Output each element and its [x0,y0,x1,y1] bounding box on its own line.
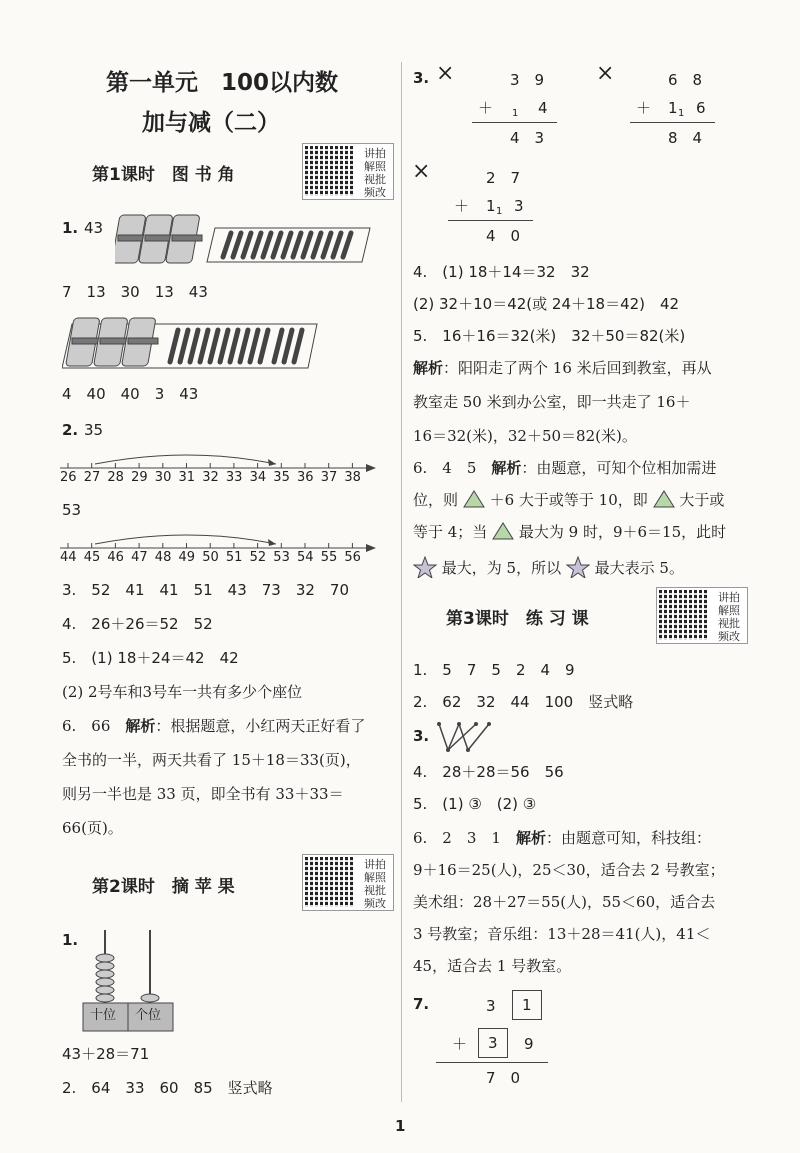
lesson1-q2-value: 35 [84,421,104,439]
lesson1-q2-number: 2. [62,421,79,439]
vertical-2-op: ＋ [636,99,652,117]
number-line-tick-label: 38 [344,470,361,485]
number-line-tick-label: 46 [107,550,124,565]
number-line-tick-label: 34 [249,470,267,485]
triangle-icon [463,490,485,508]
number-line-tick-label: 29 [131,470,148,485]
number-line-2-labels [58,550,378,570]
vertical-1-rule [472,122,557,123]
lesson3-title: 第3课时 练 习 课 [446,609,589,629]
lesson1-q2-value2: 53 [62,501,82,519]
lesson1-q4: 4. 26＋26＝52 52 [62,615,213,633]
lesson1-q6-line1: 6. 66 解析：根据题意，小红两天正好看了 [62,717,366,735]
q7-op: ＋ [452,1035,468,1053]
vertical-2-tens: 1 [668,99,678,117]
lesson1-q1-row2: 4 40 40 3 43 [62,385,199,403]
lesson3-q3-number: 3. [413,727,430,745]
qr-code-box[interactable] [302,143,394,200]
lesson2-q1-number: 1. [62,931,79,949]
lesson3-q6-line1: 6. 2 3 1 解析：由题意可知，科技组： [413,829,711,847]
vertical-3-op: ＋ [454,197,470,215]
number-line-tick-label: 51 [225,550,243,565]
number-line-tick-label: 26 [60,470,77,485]
vertical-2-rule [630,122,715,123]
lesson3-q6-line3: 美术组：28＋27＝55(人)，55＜60，适合去 [413,893,716,911]
number-line-tick-label: 33 [225,470,243,485]
lesson3-q6-line4: 3 号教室；音乐组：13＋28＝41(人)，41＜ [413,925,711,943]
lesson1-q1-number: 1. [62,219,79,237]
number-line-tick-label: 31 [178,470,196,485]
lesson1-q6-line4: 66(页)。 [62,819,123,837]
lesson2-q1-equation: 43＋28＝71 [62,1045,150,1063]
number-line-tick-label: 56 [344,550,361,565]
vertical-3-bottom: 3 [514,197,524,215]
lesson3-q2: 2. 62 32 44 100 竖式略 [413,693,634,711]
qr-code-box-2[interactable] [302,854,394,911]
vertical-2-carry: 1 [678,108,685,119]
lesson3-q6-line2: 9＋16＝25(人)，25＜30，适合去 2 号教室； [413,861,725,879]
number-line-tick-label: 30 [154,470,172,485]
qr-code-icon [305,857,355,907]
number-line-tick-label: 54 [297,550,314,565]
stick-bundles-2-icon [62,312,322,374]
triangle-icon [653,490,675,508]
star-icon [566,556,590,578]
q7-bottom-tens: 3 [488,1034,498,1052]
q7-top-ones: 1 [522,996,532,1014]
lesson1-title: 第1课时 图 书 角 [92,165,235,185]
number-line-tick-label: 53 [273,550,290,565]
lesson1-q5b: (2) 2号车和3号车一共有多少个座位 [62,683,303,701]
lesson3-q1: 1. 5 7 5 2 4 9 [413,661,575,679]
vertical-3-top: 2 7 [486,169,521,187]
column-divider [401,62,402,1102]
right-q5-line1: 解析：阳阳走了两个 16 米后回到教室，再从 [413,359,712,377]
number-line-tick-label: 50 [202,550,219,565]
right-q6-line2: 位，则 ＋6 大于或等于 10，即 大于或 [413,491,725,509]
abacus-tens-label: 十位 [90,1008,117,1023]
vertical-1-top: 3 9 [510,71,545,89]
q7-rule [436,1062,548,1063]
line-matching-icon [434,720,494,754]
lesson1-q1-value: 43 [84,219,104,237]
number-line-tick-label: 32 [202,470,219,485]
qr-label: 讲拍解照视批频改 [718,591,740,643]
qr-label: 讲拍解照视批频改 [364,147,386,199]
right-q4a: 4. (1) 18＋14＝32 32 [413,263,590,281]
lesson3-q7-number: 7. [413,995,430,1013]
right-q6-line1: 6. 4 5 解析：由题意，可知个位相加需进 [413,459,717,477]
page-number: 1 [395,1117,406,1135]
qr-code-box-3[interactable] [656,587,748,644]
vertical-3-tens: 1 [486,197,496,215]
vertical-1-op: ＋ [478,99,494,117]
lesson1-q6-line3: 则另一半也是 33 页，即全书有 33＋33＝ [62,785,344,803]
vertical-1-bottom: 4 [538,99,548,117]
qr-label: 讲拍解照视批频改 [364,858,386,910]
vertical-3-result: 4 0 [486,227,521,245]
qr-code-icon [305,146,355,196]
vertical-1-result: 4 3 [510,129,545,147]
number-line-tick-label: 52 [249,550,267,565]
lesson1-q6-line2: 全书的一半，两天共看了 15＋18＝33(页)， [62,751,361,769]
q7-bottom-ones: 9 [524,1035,534,1053]
cross-icon: × [596,61,615,86]
star-icon [413,556,437,578]
unit-title: 第一单元 100以内数 [106,70,339,96]
right-q4b: (2) 32＋10＝42(或 24＋18＝42) 42 [413,295,680,313]
right-q5: 5. 16＋16＝32(米) 32＋50＝82(米) [413,327,686,345]
lesson3-q5: 5. (1) ③ (2) ③ [413,795,537,813]
number-line-tick-label: 49 [178,550,196,565]
right-q5-line3: 16＝32(米)，32＋50＝82(米)。 [413,427,637,445]
vertical-3-rule [448,220,533,221]
stick-bundles-1-icon [115,210,375,270]
right-q5-line2: 教室走 50 米到办公室，即一共走了 16＋ [413,393,691,411]
number-line-tick-label: 47 [131,550,148,565]
q7-top-tens: 3 [486,997,496,1015]
number-line-tick-label: 37 [320,470,338,485]
number-line-tick-label: 28 [107,470,124,485]
abacus-ones-label: 个位 [135,1008,162,1023]
vertical-2-top: 6 8 [668,71,703,89]
number-line-tick-label: 44 [60,550,77,565]
qr-code-icon [659,590,709,640]
number-line-tick-label: 45 [83,550,101,565]
lesson2-title: 第2课时 摘 苹 果 [92,877,235,897]
lesson2-q2: 2. 64 33 60 85 竖式略 [62,1079,273,1097]
vertical-2-bottom: 6 [696,99,706,117]
right-q6-line4: 最大，为 5，所以 最大表示 5。 [413,556,684,578]
vertical-2-result: 8 4 [668,129,703,147]
lesson1-q3: 3. 52 41 41 51 43 73 32 70 [62,581,350,599]
q7-result: 7 0 [486,1069,521,1087]
lesson1-q1-row1: 7 13 30 13 43 [62,283,208,301]
number-line-tick-label: 27 [83,470,101,485]
number-line-tick-label: 55 [320,550,338,565]
lesson3-q6-line5: 45，适合去 1 号教室。 [413,957,572,975]
right-q3-number: 3. [413,69,430,87]
vertical-1-carry: 1 [512,108,519,119]
right-q6-line3: 等于 4；当 最大为 9 时，9＋6＝15，此时 [413,523,727,541]
number-line-tick-label: 36 [297,470,314,485]
lesson3-q4: 4. 28＋28＝56 56 [413,763,564,781]
vertical-3-carry: 1 [496,206,503,217]
cross-icon: × [412,159,431,184]
unit-subtitle: 加与减（二） [142,110,280,136]
lesson1-q5: 5. (1) 18＋24＝42 42 [62,649,239,667]
cross-icon: × [436,61,455,86]
number-line-tick-label: 48 [154,550,172,565]
number-line-tick-label: 35 [273,470,290,485]
triangle-icon [492,522,514,540]
number-line-1-labels [58,470,378,490]
